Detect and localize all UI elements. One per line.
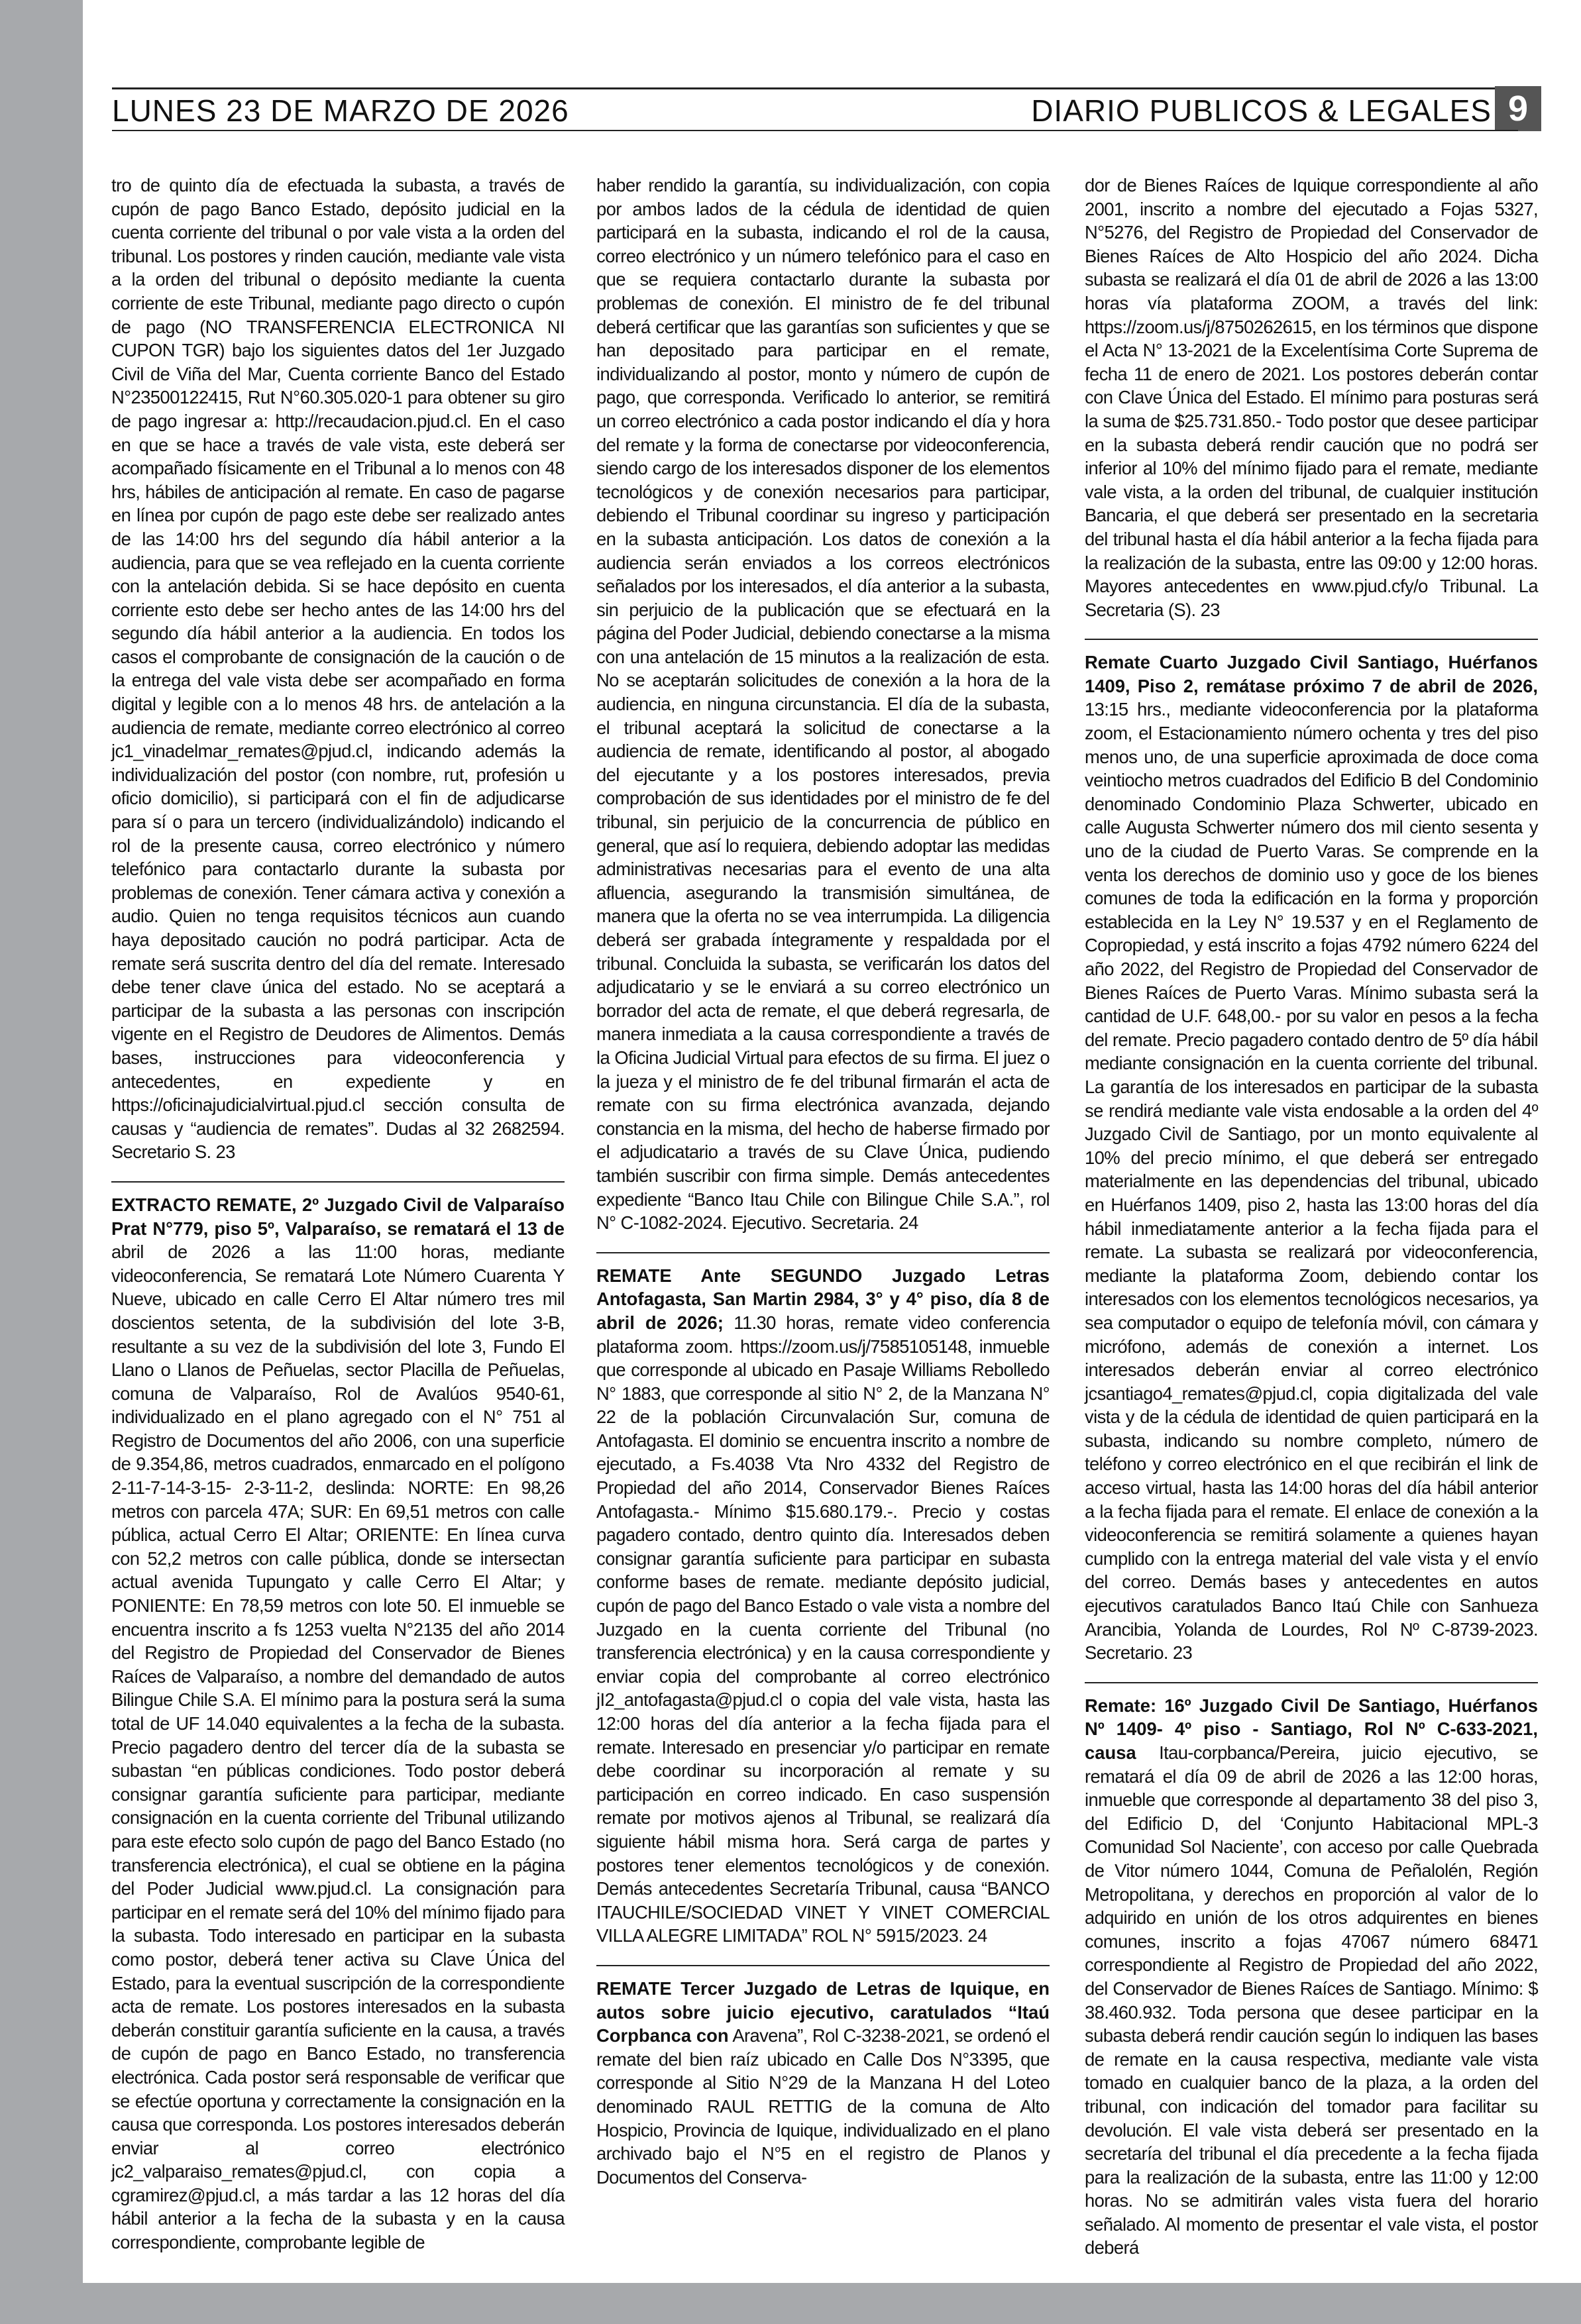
legal-notice (1085, 1694, 1538, 2260)
notice-separator (596, 1252, 1050, 1253)
legal-notice (596, 174, 1050, 1235)
notice-heading: REMATE Ante SEGUNDO Juzgado Letras Antofagasta, San Martin 2984, 3° y 4° piso, día 8 de abril de 2026; (596, 1265, 1050, 1333)
header-bottom-rule (112, 130, 1518, 131)
header-date: LUNES 23 DE MARZO DE 2026 (112, 93, 569, 128)
notice-separator (596, 1965, 1050, 1966)
legal-notice (111, 1193, 565, 2254)
page-header (83, 86, 1581, 131)
legal-notice (1085, 174, 1538, 621)
notice-body: tro de quinto día de efectuada la subasta, a través de cupón de pago Banco Estado, depósito judicial en la cuenta corriente del tribunal o por vale vista a la orden del tribunal. Los postores y rinden caución, mediante vale vista a la orden del tribunal o depósito mediante la cuenta corriente de este Tribunal, mediante pago directo o cupón de pago (NO TRANSFERENCIA ELECTRONICA NI CUPON TGR) bajo los siguientes datos del 1er Juzgado Civil de Viña del Mar, Cuenta corriente Banco del Estado N°23500122415, Rut N°60.305.020-1 para obtener su giro de pago ingresar a: http://recaudacion.pjud.cl. En el caso en que se hace a través de vale vista, este deberá ser acompañado físicamente en el Tribunal a lo menos con 48 hrs, hábiles de anticipación al remate. En caso de pagarse en línea por cupón de pago este debe ser realizado antes de las 14:00 hrs del segundo día hábil anterior a la audiencia, para que se vea reflejado en la cuenta corriente con la antelación debida. Si se hace depósito en cuenta corriente esto debe ser hecho antes de las 14:00 hrs del segundo día hábil anterior a la audiencia. En todos los casos el comprobante de consignación de la caución o de la entrega del vale vista debe ser acompañado en forma digital y legible con a lo menos 48 hrs. de antelación a la audiencia de remate, mediante correo electrónico al correo jc1_vinadelmar_remates@pjud.cl, indicando además la individualización del postor (con nombre, rut, profesión u oficio domicilio), si participará con el fin de adjudicarse para sí o para un tercero (individualizándolo) indicando el rol de la presente causa, correo electrónico y número telefónico para contactarlo durante la subasta por problemas de conexión. Tener cámara activa y conexión a audio. Quien no tenga requisitos técnicos aun cuando haya depositado caución no podrá participar. Acta de remate será suscrita dentro del día del remate. Interesado debe tener clave única del estado. No se aceptará a participar de la subasta a las personas con inscripción vigente en el Registro de Deudores de Alimentos. Demás bases, instrucciones para videoconferencia y antecedentes, en expediente y en https://oficinajudicialvirtual.pjud.cl sección consulta de causas y “audiencia de remates”. Dudas al 32 2682594. Secretario S. 23 (111, 175, 565, 1163)
notice-separator (1085, 1682, 1538, 1683)
notice-separator (1085, 639, 1538, 640)
legal-notice (596, 1977, 1050, 2189)
header-top-rule (112, 87, 1518, 89)
notice-body: Itau-corpbanca/Pereira, juicio ejecutivo, se rematará el día 09 de abril de 2026 a las 12:00 horas, inmueble que corresponde al departamento 38 del piso 3, del Edificio D, del ‘Conjunto Habitacional MPL-3 Comunidad Sol Naciente’, con acceso por calle Quebrada de Vitor número 1044, Comuna de Peñalolén, Región Metropolitana, y derechos en proporción al valor de lo adquirido en unión de los otros adquirentes en bienes comunes, inscrito a fojas 47067 número 68471 correspondiente al Registro de Propiedad del año 2022, del Conservador de Bienes Raíces de Santiago. Mínimo: $ 38.460.932. Toda persona que desee participar en la subasta deberá rendir caución según lo indiquen las bases de remate en la causa respectiva, mediante vale vista tomado en cualquier banco de la plaza, a la orden del tribunal, con indicación del tomador para facilitar su devolución. El vale vista deberá ser presentado en la secretaría del tribunal el día precedente a la fecha fijada para la realización de la subasta, entre las 11:00 y 12:00 horas. No se admitirán vales vista fuera del horario señalado. Al momento de presentar el vale vista, el postor deberá (1085, 1742, 1538, 2258)
legal-notice (596, 1264, 1050, 1948)
column-2 (596, 174, 1050, 2247)
notice-body: dor de Bienes Raíces de Iquique correspondiente al año 2001, inscrito a nombre del ejecutado a Fojas 5327, N°5276, del Registro de Propiedad del Conservador de Bienes Raíces de Alto Hospicio del año 2024. Dicha subasta se realizará el día 01 de abril de 2026 a las 13:00 horas vía plataforma ZOOM, a través del link: https://zoom.us/j/8750262615, en los términos que dispone el Acta N° 13-2021 de la Excelentísima Corte Suprema de fecha 11 de enero de 2021. Los postores deberán contar con Clave Única del Estado. El mínimo para posturas será la suma de $25.731.850.- Todo postor que desee participar en la subasta deberá rendir caución que no podrá ser inferior al 10% del mínimo fijado para el remate, mediante vale vista, a la orden del tribunal, de cualquier institución Bancaria, el que deberá ser presentado en la secretaria del tribunal hasta el día hábil anterior a la fecha fijada para la realización de la subasta, entre las 09:00 y 12:00 horas. Mayores antecedentes en www.pjud.cfy/o Tribunal. La Secretaria (S). 23 (1085, 175, 1538, 620)
legal-notice (111, 174, 565, 1164)
legal-notice (1085, 651, 1538, 1665)
column-1 (111, 174, 565, 2253)
page-number: 9 (1495, 86, 1541, 131)
notice-heading: REMATE Tercer Juzgado de Letras de Iquique, en autos sobre juicio ejecutivo, caratulados “Itaú Corpbanca con (596, 1978, 1050, 2046)
notice-separator (111, 1181, 565, 1183)
notice-heading: EXTRACTO REMATE, 2º Juzgado Civil de Valparaíso Prat N°779, piso 5º, Valparaíso, se rematará el 13 de (111, 1194, 565, 1239)
notice-body: haber rendido la garantía, su individualización, con copia por ambos lados de la cédula de identidad de quien participará en la subasta, indicando el rol de la causa, correo electrónico y un número telefónico para el caso en que se requiera contactarlo durante la subasta por problemas de conexión. El ministro de fe del tribunal deberá certificar que las garantías son suficientes y que se han depositado para participar en el remate, individualizando al postor, monto y número de cupón de pago, que corresponda. Verificado lo anterior, se remitirá un correo electrónico a cada postor indicando el día y hora del remate y la forma de conectarse por videoconferencia, siendo cargo de los interesados disponer de los elementos tecnológicos y de conexión necesarios para participar, debiendo el Tribunal coordinar su ingreso y participación en la subasta anticipación. Los datos de conexión a la audiencia serán enviados a los correos electrónicos señalados por los interesados, el día anterior a la subasta, sin perjuicio de la publicación que se efectuará en la página del Poder Judicial, debiendo conectarse a la misma con una antelación de 15 minutos a la realización de esta. No se aceptarán solicitudes de conexión a la hora de la audiencia, en ninguna circunstancia. El día de la subasta, el tribunal aceptará la solicitud de conectarse a la audiencia de remate, identificando al postor, al abogado del ejecutante y a los postores interesados, previa comprobación de sus identidades por el ministro de fe del tribunal, sin perjuicio de la concurrencia de público en general, que así lo requiera, debiendo adoptar las medidas administrativas necesarias para el evento de una alta afluencia, asegurando la transmisión simultánea, de manera que la oferta no se vea interrumpida. La diligencia deberá ser grabada íntegramente y respaldada por el tribunal. Concluida la subasta, se verificarán los datos del adjudicatario y se le enviará a su correo electrónico un borrador del acta de remate, el que deberá regresarla, de manera inmediata a la causa correspondiente a través de la Oficina Judicial Virtual para efectos de su firma. El juez o la jueza y el ministro de fe del tribunal firmarán el acta de remate con su firma electrónica avanzada, dejando constancia en la misma, del hecho de haberse firmado por el adjudicatario a través de su Clave Única, pudiendo también suscribir con firma simple. Demás antecedentes expediente “Banco Itau Chile con Bilingue Chile S.A.”, rol N° C-1082-2024. Ejecutivo. Secretaria. 24 (596, 175, 1050, 1234)
header-newspaper-name: DIARIO PUBLICOS & LEGALES (1031, 93, 1492, 128)
notice-heading: Remate: 16º Juzgado Civil De Santiago, Huérfanos Nº 1409- 4º piso - Santiago, Rol Nº C-633-2021, causa (1085, 1695, 1538, 1763)
column-3 (1085, 174, 1538, 2258)
notice-heading: Remate Cuarto Juzgado Civil Santiago, Huérfanos 1409, Piso 2, remátase próximo 7 de abril de 2026, (1085, 652, 1538, 696)
notice-body: abril de 2026 a las 11:00 horas, mediante videoconferencia, Se rematará Lote Número Cuarenta Y Nueve, ubicado en calle Cerro El Altar número tres mil doscientos setenta, de la subdivisión del lote 3-B, resultante a su vez de la subdivisión del lote 3, Fundo El Llano o Llanos de Peñuelas, sector Placilla de Peñuelas, comuna de Valparaíso, Rol de Avalúos 9540-61, individualizado en el plano agregado con el N° 751 al Registro de Documentos del año 2006, con una superficie de 9.354,86, metros cuadrados, enmarcado en el polígono 2-11-7-14-3-15- 2-3-11-2, deslinda: NORTE: En 98,26 metros con parcela 47A; SUR: En 69,51 metros con calle pública, actual Cerro El Altar; ORIENTE: En línea curva con 52,2 metros con calle pública, donde se intersectan actual avenida Tupungato y calle Cerro El Altar; y PONIENTE: En 78,59 metros con lote 50. El inmueble se encuentra inscrito a fs 1253 vuelta N°2135 del año 2014 del Registro de Propiedad del Conservador de Bienes Raíces de Valparaíso, a nombre del demandado de autos Bilingue Chile S.A. El mínimo para la postura será la suma total de UF 14.040 equivalentes a la fecha de la subasta. Precio pagadero dentro del tercer día de la subasta se subastan “en públicas condiciones. Todo postor deberá consignar garantía suficiente para participar, mediante consignación en la cuenta corriente del Tribunal utilizando para este efecto solo cupón de pago del Banco Estado (no transferencia electrónica), el cual se obtiene en la página del Poder Judicial www.pjud.cl. La consignación para participar en el remate será del 10% del mínimo fijado para la subasta. Todo interesado en participar en la subasta como postor, deberá tener activa su Clave Única del Estado, para la eventual suscripción de la correspondiente acta de remate. Los postores interesados en la subasta deberán constituir garantía suficiente en la causa, a través de cupón de pago en Banco Estado, no transferencia electrónica. Cada postor será responsable de verificar que se efectúe oportuna y correctamente la consignación en la causa que corresponda. Los postores interesados deberán enviar al correo electrónico jc2_valparaiso_remates@pjud.cl, con copia a cgramirez@pjud.cl, a más tardar a las 12 horas del día hábil anterior a la fecha de la subasta y en la causa correspondiente, comprobante legible de (111, 1241, 565, 2253)
newspaper-page (83, 0, 1581, 2283)
notice-body: 13:15 hrs., mediante videoconferencia por la plataforma zoom, el Estacionamiento número ochenta y tres del piso menos uno, de una superficie aproximada de doce coma veintiocho metros cuadrados del Edificio B del Condominio denominado Condominio Plaza Schwerter, ubicado en calle Augusta Schwerter número dos mil ciento sesenta y uno de la ciudad de Puerto Varas. Se comprende en la venta los derechos de dominio uso y goce de los bienes comunes de toda la edificación en la forma y proporción establecida en la Ley N° 19.537 y en el Reglamento de Copropiedad, y está inscrito a fojas 4792 número 6224 del año 2022, del Registro de Propiedad del Conservador de Bienes Raíces de Puerto Varas. Mínimo subasta será la cantidad de U.F. 648,00.- por su valor en pesos a la fecha del remate. Precio pagadero contado dentro de 5º día hábil mediante consignación en la cuenta corriente del tribunal. La garantía de los interesados en participar de la subasta se rendirá mediante vale vista endosable a la orden del 4º Juzgado Civil de Santiago, por un monto equivalente al 10% del precio mínimo, el que deberá ser entregado materialmente en las dependencias del tribunal, ubicado en Huérfanos 1409, piso 2, hasta las 13:00 horas del día hábil inmediatamente anterior a la fecha fijada para el remate. La subasta se realizará por videoconferencia, mediante la plataforma Zoom, debiendo contar los interesados con los elementos tecnológicos necesarios, ya sea computador o equipo de telefonía móvil, con cámara y micrófono, además de conexión a internet. Los interesados deberán enviar al correo electrónico jcsantiago4_remates@pjud.cl, copia digitalizada del vale vista y de la cédula de identidad de quien participará en la subasta, indicando su nombre completo, número de teléfono y correo electrónico en el que recibirán el link de acceso virtual, hasta las 14:00 horas del día hábil anterior a la fecha fijada para el remate. El enlace de conexión a la videoconferencia se remitirá solamente a quienes hayan cumplido con la entrega material del vale vista y el envío del correo. Demás bases y antecedentes en autos ejecutivos caratulados Banco Itaú Chile con Sanhueza Arancibia, Yolanda de Lourdes, Rol Nº C-8739-2023. Secretario. 23 (1085, 699, 1538, 1664)
notice-body: 11.30 horas, remate video conferencia plataforma zoom. https://zoom.us/j/7585105148, inmueble que corresponde al ubicado en Pasaje Williams Rebolledo N° 1883, que corresponde al sitio N° 2, de la Manzana N° 22 de la población Circunvalación Sur, comuna de Antofagasta. El dominio se encuentra inscrito a nombre de ejecutado, a Fs.4038 Vta Nro 4332 del Registro de Propiedad del año 2014, Conservador Bienes Raíces Antofagasta.- Mínimo $15.680.179.-. Precio y costas pagadero contado, dentro quinto día. Interesados deben consignar garantía suficiente para participar en subasta conforme bases de remate. mediante depósito judicial, cupón de pago del Banco Estado o vale vista a nombre del Juzgado en la cuenta corriente del Tribunal (no transferencia electrónica) y en la causa correspondiente y enviar copia del comprobante al correo electrónico jI2_antofagasta@pjud.cl o copia del vale vista, hasta las 12:00 horas del día anterior a la fecha fijada para el remate. Interesado en presenciar y/o participar en remate debe coordinar su incorporación al remate y su participación en correo indicado. En caso suspensión remate por motivos ajenos al Tribunal, se realizará día siguiente hábil misma hora. Será carga de partes y postores tener elementos tecnológicos y de conexión. Demás antecedentes Secretaría Tribunal, causa “BANCO ITAUCHILE/SOCIEDAD VINET Y VINET COMERCIAL VILLA ALEGRE LIMITADA” ROL N° 5915/2023. 24 (596, 1312, 1050, 1946)
notice-body: Aravena”, Rol C-3238-2021, se ordenó el remate del bien raíz ubicado en Calle Dos N°3395, que corresponde al Sitio N°29 de la Manzana H del Loteo denominado RAUL RETTIG de la comuna de Alto Hospicio, Provincia de Iquique, individualizado en el plano archivado bajo el N°5 en el registro de Planos y Documentos del Conserva- (596, 2025, 1050, 2188)
